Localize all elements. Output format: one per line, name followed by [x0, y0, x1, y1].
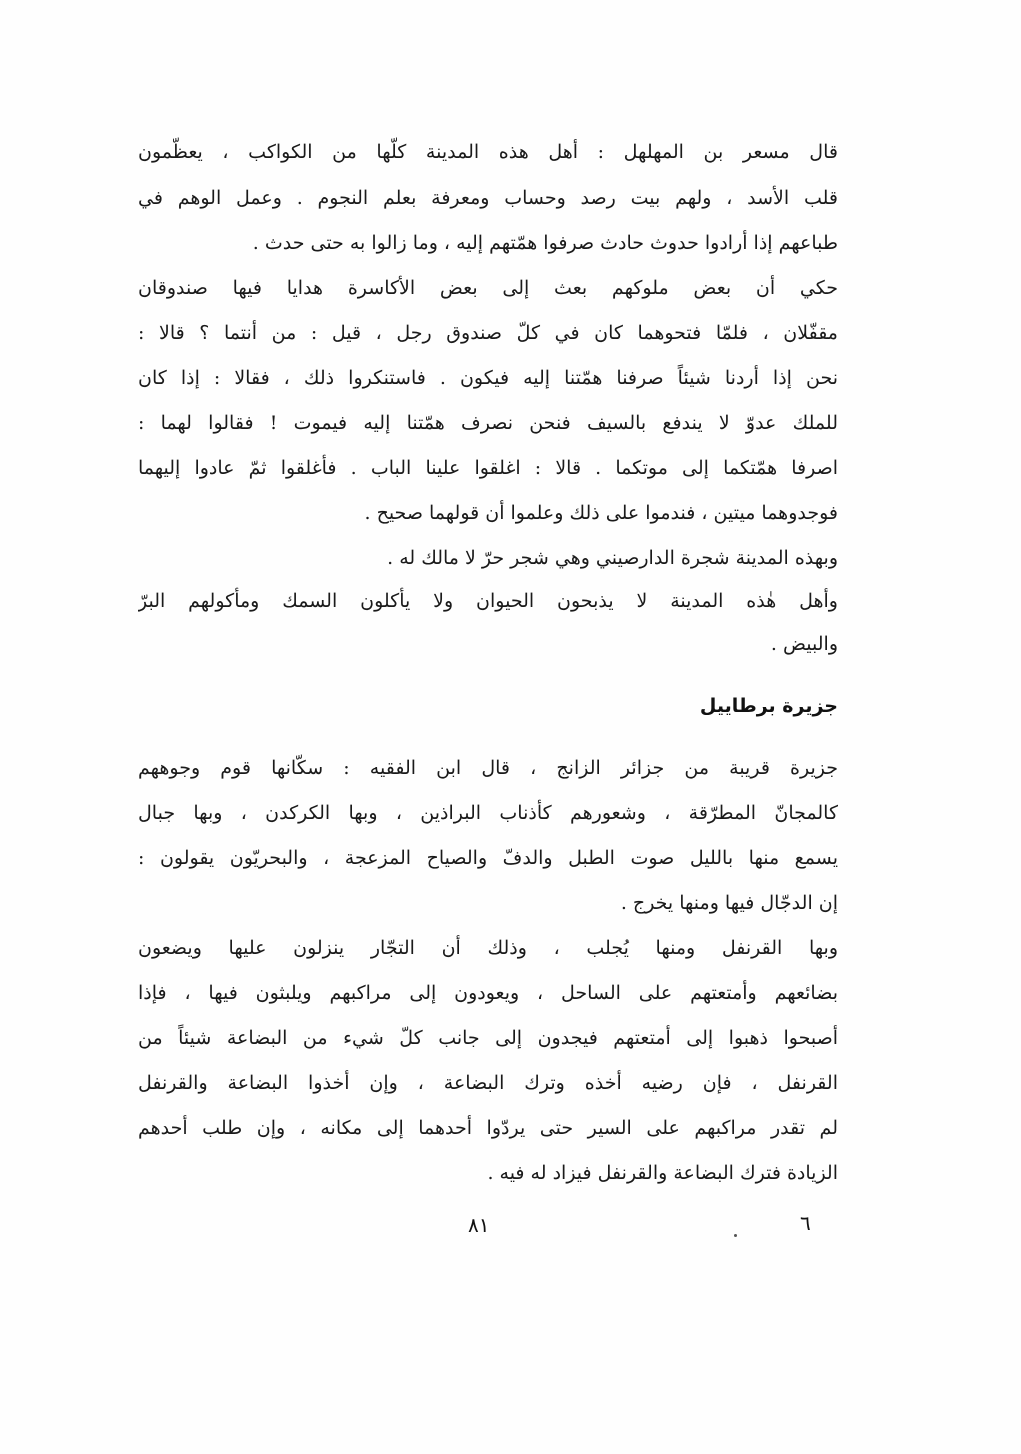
text-line: حكي أن بعض ملوكهم بعث إلى بعض الأكاسرة هدايا فيها صندوقان	[138, 277, 838, 299]
text-line: والبيض .	[770, 633, 838, 655]
text-line: للملك عدوّ لا يندفع بالسيف فنحن نصرف همّتنا إليه فيموت ! فقالوا لهما :	[138, 412, 838, 434]
text-line: أصبحوا ذهبوا إلى أمتعتهم فيجدون إلى جانب كلّ شيء من البضاعة شيئاً من	[138, 1027, 838, 1049]
ink-dot	[734, 1234, 737, 1237]
text-line: وبهذه المدينة شجرة الدارصيني وهي شجر حرّ لا مالك له .	[387, 547, 838, 569]
text-line: وأهل هٰذه المدينة لا يذبحون الحيوان ولا يأكلون السمك ومأكولهم البرّ	[138, 590, 838, 612]
text-line: مقفّلان ، فلمّا فتحوهما كان في كلّ صندوق رجل ، قيل : من أنتما ؟ قالا :	[138, 322, 838, 344]
text-line: اصرفا همّتكما إلى موتكما . قالا : اغلقوا علينا الباب . فأغلقوا ثمّ عادوا إليهما	[138, 457, 838, 479]
page-number: ٨١	[468, 1213, 490, 1237]
text-line: الزيادة فترك البضاعة والقرنفل فيزاد له فيه .	[487, 1162, 838, 1184]
text-line: وبها القرنفل ومنها يُجلب ، وذلك أن التجّار ينزلون عليها ويضعون	[138, 937, 838, 959]
text-line: فوجدوهما ميتين ، فندموا على ذلك وعلموا أن قولهما صحيح .	[364, 502, 838, 524]
text-line: يسمع منها بالليل صوت الطبل والدفّ والصياح المزعجة ، والبحريّون يقولون :	[138, 847, 838, 869]
text-line: لم تقدر مراكبهم على السير حتى يردّوا أحدهما إلى مكانه ، وإن طلب أحدهم	[138, 1117, 838, 1139]
text-line: القرنفل ، فإن رضيه أخذه وترك البضاعة ، وإن أخذوا البضاعة والقرنفل	[138, 1072, 838, 1094]
text-line: بضائعهم وأمتعتهم على الساحل ، ويعودون إلى مراكبهم ويلبثون فيها ، فإذا	[138, 982, 838, 1004]
text-line: قال مسعر بن المهلهل : أهل هذه المدينة كلّها من الكواكب ، يعظّمون	[138, 141, 838, 163]
text-line: طباعهم إذا أرادوا حدوث حادث صرفوا همّتهم إليه ، وما زالوا به حتى حدث .	[252, 232, 838, 254]
text-line: إن الدجّال فيها ومنها يخرج .	[620, 892, 838, 914]
text-line: جزيرة قريبة من جزائر الزانج ، قال ابن الفقيه : سكّانها قوم وجوههم	[138, 757, 838, 779]
text-line: نحن إذا أردنا شيئاً صرفنا همّتنا إليه فيكون . فاستنكروا ذلك ، فقالا : إذا كان	[138, 367, 838, 389]
text-line: قلب الأسد ، ولهم بيت رصد وحساب ومعرفة بعلم النجوم . وعمل الوهم في	[138, 187, 838, 209]
text-line: كالمجانّ المطرّقة ، وشعورهم كأذناب البراذين ، وبها الكركدن ، وبها جبال	[138, 802, 838, 824]
section-heading: جزيرة برطاييل	[699, 695, 838, 717]
signature-mark: ٦	[800, 1211, 811, 1235]
